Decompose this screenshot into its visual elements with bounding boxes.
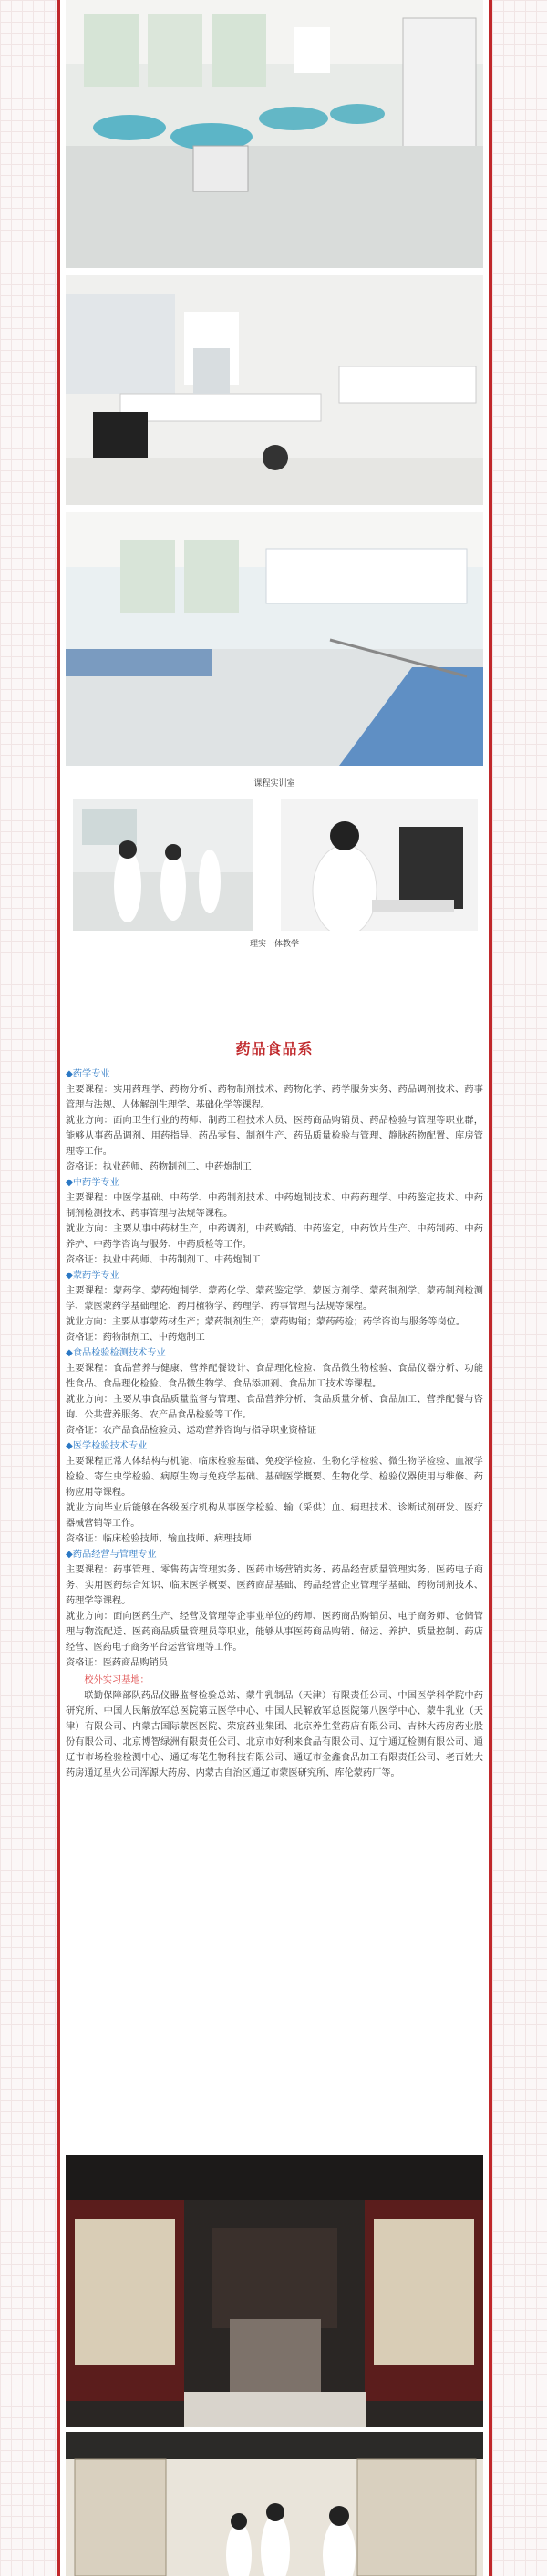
major-jobs: 就业方向：面向医药生产、经营及管理等企事业单位的药师、医药商品购销员、电子商务师、仓储管理与物流配送、医药商品质量管理员等职业，能够从事医药商品购销、储运、养护、质量控制、药店经营、医药电子商务平台运营管理等工作。: [66, 1612, 483, 1653]
major-name: ◆药学专业: [66, 1069, 110, 1079]
major-name: ◆中药学专业: [66, 1178, 119, 1188]
internship-bases-title: 校外实习基地：: [84, 1675, 150, 1685]
major-pharmacy: [66, 1066, 483, 1175]
rehab-room-photo: [66, 512, 483, 766]
major-name: ◆医学检验技术专业: [66, 1441, 148, 1451]
major-certs: 资格证：农产品食品检验员、运动营养咨询与指导职业资格证: [66, 1426, 317, 1436]
dental-lab-photo: [66, 0, 483, 268]
major-jobs: 就业方向：主要从事蒙药材生产；蒙药制剂生产；蒙药购销；蒙药药检；药学咨询与服务等岗位。: [66, 1317, 466, 1327]
museum-showcase-photo: [66, 2155, 483, 2427]
major-certs: 资格证：医药商品购销员: [66, 1658, 169, 1668]
major-courses: 主要课程：实用药理学、药物分析、药物制剂技术、药物化学、药学服务实务、药品调剂技术、药事管理与法规、人体解剖生理学、基础化学等课程。: [66, 1085, 483, 1110]
major-certs: 资格证：临床检验技师、输血技师、病理技师: [66, 1534, 252, 1544]
major-drug-management: [66, 1547, 483, 1671]
major-tcm-pharmacy: [66, 1175, 483, 1268]
caption-training-room: 课程实训室: [253, 779, 295, 788]
major-medical-lab: [66, 1438, 483, 1547]
students-lab-photo: [73, 799, 253, 931]
major-jobs: 就业方向毕业后能够在各级医疗机构从事医学检验、输（采供）血、病理技术、诊断试剂研发、医疗器械营销等工作。: [66, 1503, 483, 1529]
specimen-hall-photo: [66, 2432, 483, 2576]
major-courses: 主要课程：食品营养与健康、营养配餐设计、食品理化检验、食品微生物检验、食品仪器分析、功能性食品、食品理化检验、食品微生物学、食品添加剂、食品加工技术等课程。: [66, 1364, 483, 1389]
major-food-testing: [66, 1345, 483, 1438]
major-mongolian-pharmacy: [66, 1268, 483, 1345]
major-jobs: 就业方向：主要从事食品质量监督与管理、食品营养分析、食品质量分析、食品加工、营养配餐与咨询、公共营养服务、农产品食品检验等工作。: [66, 1395, 483, 1420]
department-content: [66, 1066, 483, 1781]
major-certs: 资格证：执业中药师、中药制剂工、中药炮制工: [66, 1255, 261, 1265]
major-jobs: 就业方向：主要从事中药材生产，中药调剂，中药购销、中药鉴定，中药饮片生产、中药制药、中药养护、中药学咨询与服务、中药质检等工作。: [66, 1224, 483, 1250]
major-jobs: 就业方向：面向卫生行业的药师、制药工程技术人员、医药商品购销员、药品检验与管理等职业群，能够从事药品调剂、用药指导、药品零售、制剂生产、药品质量检验与管理、静脉药物配置、库房管理等工作。: [66, 1116, 483, 1157]
major-name: ◆食品检验检测技术专业: [66, 1348, 166, 1358]
department-title: 药品食品系: [235, 1040, 314, 1057]
major-name: ◆蒙药学专业: [66, 1271, 119, 1281]
major-name: ◆药品经营与管理专业: [66, 1550, 157, 1560]
student-microscope-photo: [281, 799, 478, 931]
major-courses: 主要课程：中医学基础、中药学、中药制剂技术、中药炮制技术、中药药理学、中药鉴定技术、中药制剂检测技术、药事管理与法规等课程。: [66, 1193, 483, 1219]
major-certs: 资格证：药物制剂工、中药炮制工: [66, 1333, 205, 1343]
major-courses: 主要课程：药事管理、零售药店管理实务、医药市场营销实务、药品经营质量管理实务、医药电子商务、实用医药综合知识、临床医学概要、医药商品基础、药品经营企业管理学基础、药物制剂技术、药理学等课程。: [66, 1565, 483, 1606]
major-courses: 主要课程正常人体结构与机能、临床检验基础、免疫学检验、生物化学检验、微生物学检验、血液学检验、寄生虫学检验、病原生物与免疫学基础、基础医学概要、生物化学、检验仪器使用与维修、药物应用等课程。: [66, 1457, 483, 1498]
internship-bases-text: 联勤保障部队药品仪器监督检验总站、蒙牛乳制品（天津）有限责任公司、中国医学科学院中药研究所、中国人民解放军总医院第五医学中心、中国人民解放军总医院第八医学中心、蒙牛乳业（天津）有限公司、内蒙古国际蒙医医院、荣宸药业集团、北京养生堂药店有限公司、吉林大药房药业股份有限公司、北京博智绿洲有限责任公司、北京市好利来食品有限公司、辽宁通辽检测有限公司、通辽市市场检验检测中心、通辽梅花生物科技有限公司、通辽市金鑫食品加工有限责任公司、老百姓大药房通辽星火公司浑源大药房、内蒙古自治区通辽市蒙医研究所、库伦蒙药厂等。: [66, 1691, 483, 1778]
major-courses: 主要课程：蒙药学、蒙药炮制学、蒙药化学、蒙药鉴定学、蒙医方剂学、蒙药制剂学、蒙药制剂检测学、蒙医蒙药学基础理论、药用植物学、药理学、药事管理与法规等课程。: [66, 1286, 483, 1312]
optometry-lab-photo: [66, 275, 483, 505]
major-certs: 资格证：执业药师、药物制剂工、中药炮制工: [66, 1162, 252, 1172]
caption-integrated-teaching: 理实一体教学: [249, 940, 299, 949]
